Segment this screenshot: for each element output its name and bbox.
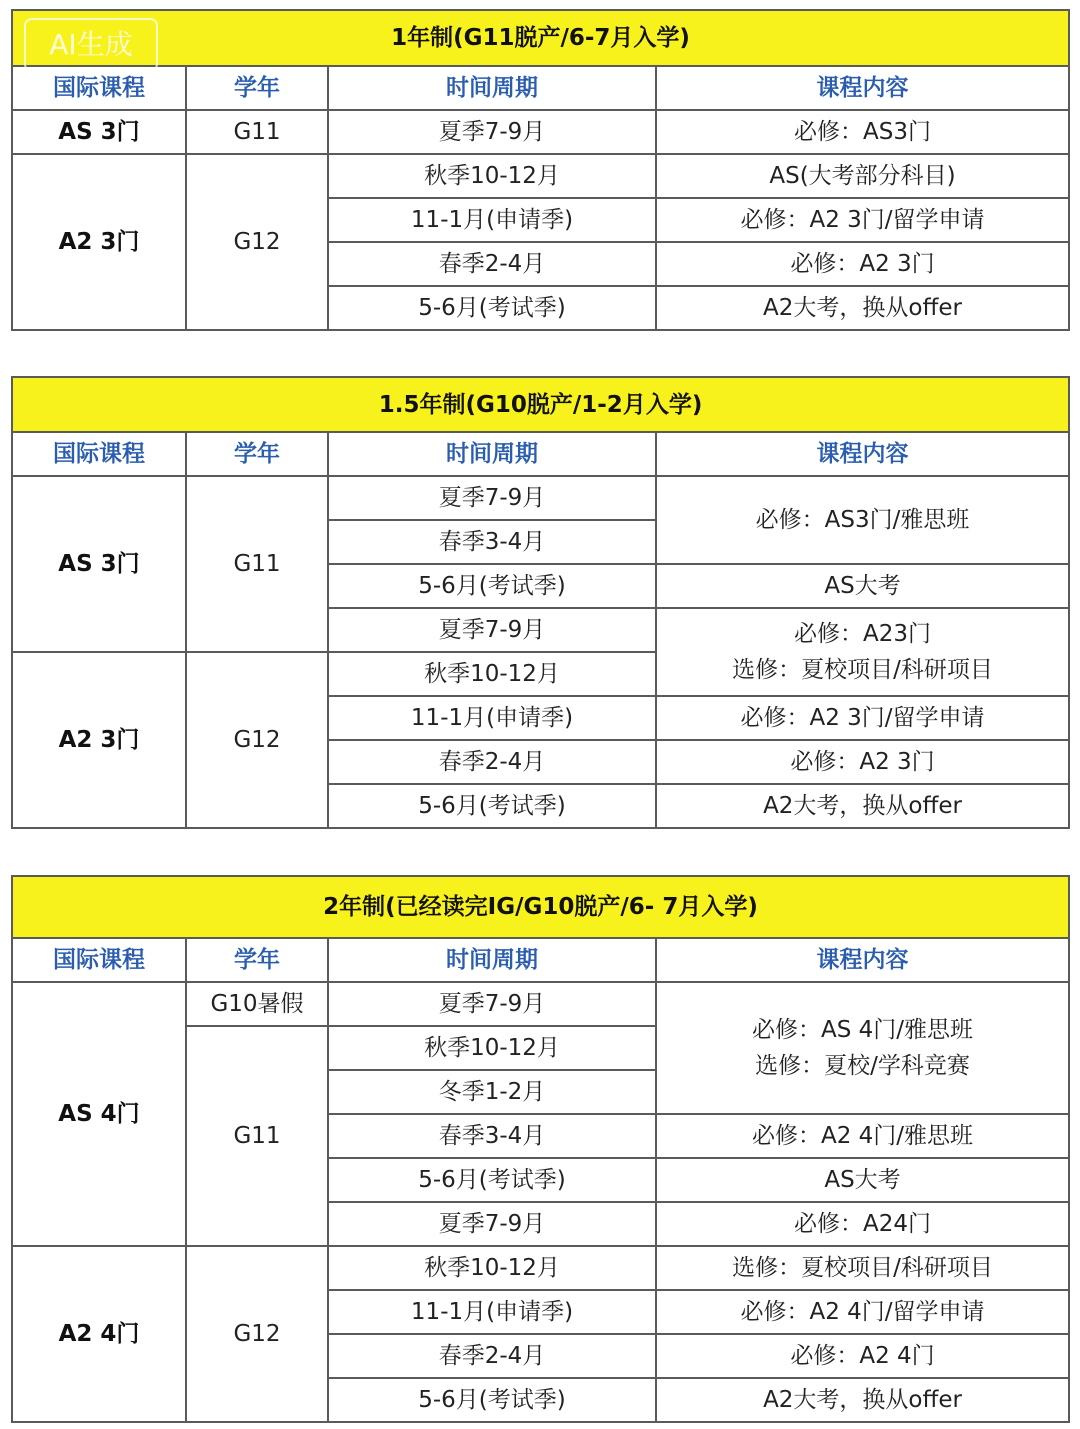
header-row (12, 432, 1069, 476)
table-cell: 夏季7-9月 (328, 110, 656, 154)
table-cell: 5-6月(考试季) (328, 784, 656, 828)
table-cell: 必修：A24门 (656, 1202, 1069, 1246)
course-cell: A2 4门 (12, 1246, 186, 1422)
table-cell: G12 (186, 1246, 328, 1422)
table-title: 1年制(G11脱产/6-7月入学) (12, 10, 1069, 66)
table-cell: 夏季7-9月 (328, 476, 656, 520)
table-title: 1.5年制(G10脱产/1-2月入学) (12, 377, 1069, 432)
table-cell: 必修：A2 4门/雅思班 (656, 1114, 1069, 1158)
table-cell: 必修：A23门 选修：夏校项目/科研项目 (656, 608, 1069, 696)
table-cell: 春季2-4月 (328, 1334, 656, 1378)
table-cell: 5-6月(考试季) (328, 1158, 656, 1202)
column-header: 时间周期 (328, 432, 656, 476)
table-cell: 必修：A2 4门 (656, 1334, 1069, 1378)
column-header: 国际课程 (12, 432, 186, 476)
table-cell: AS大考 (656, 564, 1069, 608)
table-cell: G12 (186, 154, 328, 330)
table-cell: 必修：A2 3门 (656, 740, 1069, 784)
table-row (12, 154, 1069, 198)
column-header: 学年 (186, 66, 328, 110)
table-cell: 11-1月(申请季) (328, 696, 656, 740)
two-year-plan-table (11, 875, 1070, 1423)
course-cell: AS 4门 (12, 982, 186, 1246)
one-and-half-year-plan-table (11, 376, 1070, 829)
column-header: 时间周期 (328, 938, 656, 982)
column-header: 学年 (186, 938, 328, 982)
table-cell: 冬季1-2月 (328, 1070, 656, 1114)
table-cell: 秋季10-12月 (328, 154, 656, 198)
column-header: 国际课程 (12, 66, 186, 110)
column-header: 学年 (186, 432, 328, 476)
table-cell: G10暑假 (186, 982, 328, 1026)
table-cell: 必修：AS3门 (656, 110, 1069, 154)
course-cell: AS 3门 (12, 476, 186, 652)
table-title: 2年制(已经读完IG/G10脱产/6- 7月入学) (12, 876, 1069, 938)
table-cell: 春季2-4月 (328, 242, 656, 286)
table-cell: G12 (186, 652, 328, 828)
table-cell: AS(大考部分科目) (656, 154, 1069, 198)
table-cell: 夏季7-9月 (328, 608, 656, 652)
table-cell: 必修：AS3门/雅思班 (656, 476, 1069, 564)
table-cell: 夏季7-9月 (328, 982, 656, 1026)
table-cell: 秋季10-12月 (328, 1246, 656, 1290)
table-cell: 必修：AS 4门/雅思班 选修：夏校/学科竞赛 (656, 982, 1069, 1114)
table-cell: 秋季10-12月 (328, 652, 656, 696)
table-cell: 5-6月(考试季) (328, 564, 656, 608)
table-cell: 必修：A2 4门/留学申请 (656, 1290, 1069, 1334)
course-cell: AS 3门 (12, 110, 186, 154)
table-cell: 必修：A2 3门/留学申请 (656, 198, 1069, 242)
table-cell: G11 (186, 476, 328, 652)
table-cell: 11-1月(申请季) (328, 1290, 656, 1334)
table-cell: 秋季10-12月 (328, 1026, 656, 1070)
table-cell: A2大考，换从offer (656, 286, 1069, 330)
table-row (12, 1246, 1069, 1290)
table-cell: 必修：A2 3门 (656, 242, 1069, 286)
one-year-plan-table (11, 9, 1070, 331)
table-cell: A2大考，换从offer (656, 784, 1069, 828)
table-cell: A2大考，换从offer (656, 1378, 1069, 1422)
table-cell: 夏季7-9月 (328, 1202, 656, 1246)
header-row (12, 938, 1069, 982)
ai-generated-watermark: AI生成 (24, 18, 158, 72)
course-cell: A2 3门 (12, 652, 186, 828)
header-row (12, 66, 1069, 110)
table-cell: 选修：夏校项目/科研项目 (656, 1246, 1069, 1290)
table-cell: 必修：A2 3门/留学申请 (656, 696, 1069, 740)
table-cell: 春季3-4月 (328, 520, 656, 564)
column-header: 课程内容 (656, 938, 1069, 982)
table-cell: 5-6月(考试季) (328, 1378, 656, 1422)
column-header: 课程内容 (656, 432, 1069, 476)
table-row (12, 982, 1069, 1026)
table-cell: G11 (186, 110, 328, 154)
table-cell: 春季2-4月 (328, 740, 656, 784)
column-header: 时间周期 (328, 66, 656, 110)
table-cell: 11-1月(申请季) (328, 198, 656, 242)
column-header: 国际课程 (12, 938, 186, 982)
table-cell: AS大考 (656, 1158, 1069, 1202)
table-row (12, 476, 1069, 520)
course-cell: A2 3门 (12, 154, 186, 330)
table-cell: G11 (186, 1026, 328, 1246)
table-cell: 春季3-4月 (328, 1114, 656, 1158)
table-row (12, 110, 1069, 154)
column-header: 课程内容 (656, 66, 1069, 110)
table-cell: 5-6月(考试季) (328, 286, 656, 330)
